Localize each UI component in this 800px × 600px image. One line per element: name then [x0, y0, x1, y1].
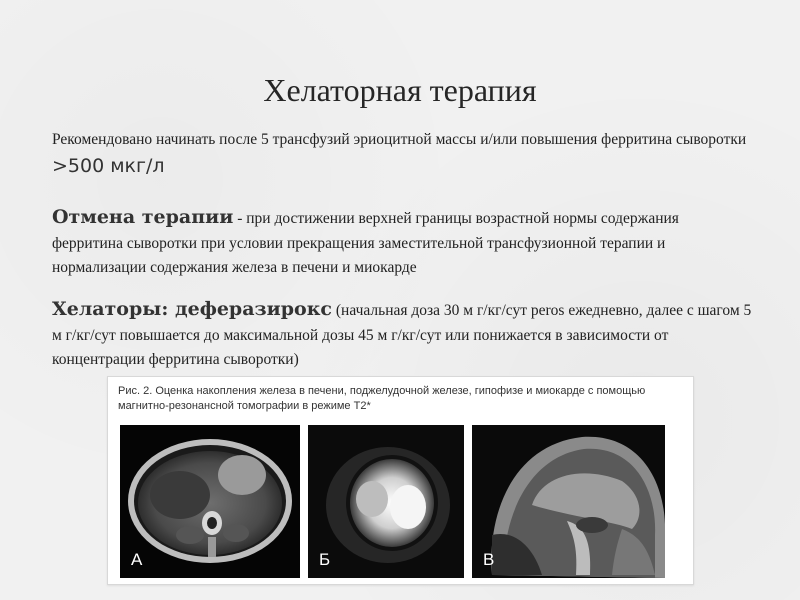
mri-figure	[107, 376, 694, 585]
panel-label-b: Б	[319, 550, 331, 569]
recommendation-text: Рекомендовано начинать после 5 трансфузий эриоцитной массы и/или повышения ферритина сыворотки	[52, 131, 747, 148]
chelators-text: (начальная доза 30 м г/кг/сут peros ежедневно, далее с шагом 5 м г/кг/сут повышается до максимальной дозы 45 м г/кг/сут или понижается в зависимости от концентрации ферритина сыворотки)	[52, 302, 752, 369]
recommendation-paragraph	[52, 128, 752, 181]
figure-caption: Рис. 2. Оценка накопления железа в печени, поджелудочной железе, гипофизе и миокарде с помощью магнитно-резонансной томографии в режиме Т2*	[118, 385, 646, 412]
therapy-cancellation-text: - при достижении верхней границы возрастной нормы содержания ферритина сыворотки при условии прекращения заместительной трансфузионной терапии и нормализации содержания железа в печени и миокарде	[52, 210, 679, 277]
mri-head-image	[472, 425, 665, 578]
panel-label-a: А	[131, 550, 143, 569]
chelators-paragraph	[52, 295, 752, 372]
mri-heart-image	[308, 425, 464, 578]
therapy-cancellation-paragraph	[52, 203, 752, 280]
panel-label-c: В	[483, 550, 495, 569]
ferritin-threshold: >500 мкг/л	[52, 155, 165, 178]
mri-abdomen-image	[120, 425, 300, 578]
therapy-cancellation-heading: Отмена терапии	[52, 206, 234, 228]
chelators-heading: Хелаторы: деферазирокс	[52, 298, 332, 320]
slide-title: Хелаторная терапия	[263, 72, 537, 108]
